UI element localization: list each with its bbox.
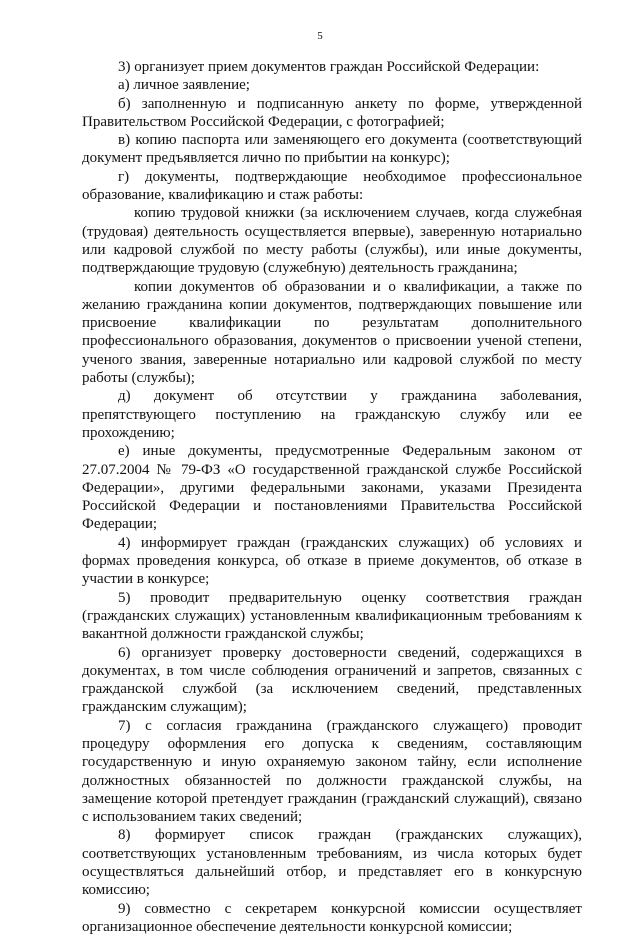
paragraph-item-9: 9) совместно с секретарем конкурсной комиссии осуществляет организационное обеспечение деятельности конкурсной комиссии;: [82, 900, 582, 935]
paragraph-subitem-v: в) копию паспорта или заменяющего его документа (соответствующий документ предъявляется лично по прибытии на конкурс);: [82, 132, 582, 167]
paragraph-item-4: 4) информирует граждан (гражданских служащих) об условиях и формах проведения конкурса, об отказе в приеме документов, об отказе в участии в конкурсе;: [82, 534, 582, 588]
paragraph-item-5: 5) проводит предварительную оценку соответствия граждан (гражданских служащих) установленным квалификационным требованиям к вакантной должности гражданской службы;: [82, 589, 582, 643]
page-number: 5: [317, 30, 323, 42]
paragraph-education-docs: копии документов об образовании и о квалификации, а также по желанию гражданина копии документов, подтверждающих повышение или присвоение квалификации по результатам дополнительного профессионального образования, документов о присвоении ученой степени, ученого звания, заверенные нотариально или кадровой службой по месту работы (службы);: [82, 278, 582, 387]
paragraph-subitem-g: г) документы, подтверждающие необходимое профессиональное образование, квалификацию и стаж работы:: [82, 168, 582, 204]
paragraph-item-7: 7) с согласия гражданина (гражданского служащего) проводит процедуру оформления его допуска к сведениям, составляющим государственную и иную охраняемую законом тайну, если исполнение должностных обязанностей по должности гражданской службы, на замещение которой претендует гражданин (гражданский служащий), связано с использованием таких сведений;: [82, 717, 582, 826]
paragraph-labor-book: копию трудовой книжки (за исключением случаев, когда служебная (трудовая) деятельность осуществляется впервые), заверенную нотариально или кадровой службой по месту работы (службы), или иные документы, подтверждающие трудовую (служебную) деятельность гражданина;: [82, 205, 582, 277]
paragraph-subitem-e: е) иные документы, предусмотренные Федеральным законом от 27.07.2004 № 79-ФЗ «О государственной гражданской службе Российской Федерации», другими федеральными законами, указами Президента Российской Федерации и постановлениями Правительства Российской Федерации;: [82, 443, 582, 533]
paragraph-subitem-d: д) документ об отсутствии у гражданина заболевания, препятствующего поступлению на гражданскую службу или ее прохождению;: [82, 388, 582, 441]
paragraph-subitem-b: б) заполненную и подписанную анкету по форме, утвержденной Правительством Российской Федерации, с фотографией;: [82, 95, 582, 130]
paragraph-item-6: 6) организует проверку достоверности сведений, содержащихся в документах, в том числе соблюдения ограничений и запретов, связанных с гражданской службой (за исключением сведений, представленных гражданским служащим);: [82, 644, 582, 716]
document-body: [82, 58, 582, 936]
paragraph-item-3: 3) организует прием документов граждан Российской Федерации:: [118, 59, 540, 75]
paragraph-item-8: 8) формирует список граждан (гражданских служащих), соответствующих установленным требованиям, из числа которых будет осуществляться дальнейший отбор, и представляет его в конкурсную комиссию;: [82, 827, 582, 899]
paragraph-subitem-a: а) личное заявление;: [118, 77, 250, 94]
